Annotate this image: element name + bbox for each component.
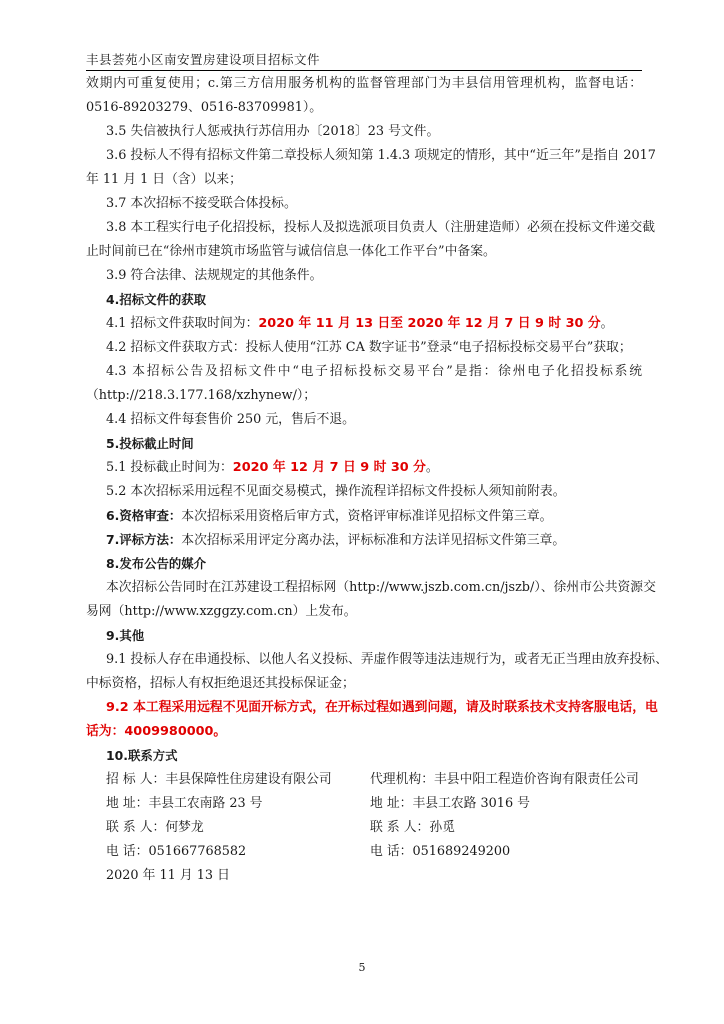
section-heading-6: 6.资格审查： — [106, 508, 182, 523]
paragraph-3-5: 3.5 失信被执行人惩戒执行苏信用办〔2018〕23 号文件。 — [106, 124, 440, 139]
contact-value: 丰县中阳工程造价咨询有限责任公司 — [433, 772, 639, 787]
contact-person-left — [106, 820, 204, 836]
punct: 。 — [600, 316, 614, 331]
paragraph-4-2: 4.2 招标文件获取方式：投标人使用“江苏 CA 数字证书”登录“电子招标投标交易平台”获取； — [106, 340, 632, 355]
contact-label: 电 话： — [106, 844, 149, 859]
paragraph-4-1 — [106, 316, 613, 332]
contact-phone-left — [106, 844, 246, 860]
label-text: 4.1 招标文件获取时间为： — [106, 316, 259, 331]
contact-label: 联 系 人： — [106, 820, 166, 835]
paragraph-line: 中标资格，招标人有权拒绝退还其投标保证金； — [86, 676, 355, 691]
section-heading-9: 9.其他 — [106, 628, 145, 643]
section-text: 本次招标采用评定分离办法，评标标准和方法详见招标文件第三章。 — [181, 533, 566, 548]
paragraph-8: 本次招标公告同时在江苏建设工程招标网（http://www.jszb.com.cn/jszb/）、徐州市公共资源交 — [106, 580, 656, 595]
paragraph-3-7: 3.7 本次招标不接受联合体投标。 — [106, 196, 297, 211]
contact-value: 孙觅 — [429, 820, 455, 835]
paragraph-9-2: 9.2 本工程采用远程不见面开标方式，在开标过程如遇到问题，请及时联系技术支持客服电话，电 — [106, 700, 658, 715]
section-heading-10: 10.联系方式 — [106, 748, 178, 763]
contact-label: 联 系 人： — [370, 820, 430, 835]
paragraph-line: 效期内可重复使用；c.第三方信用服务机构的监督管理部门为丰县信用管理机构，监督电话： — [86, 76, 642, 91]
contact-agency — [370, 772, 639, 788]
section-heading-7: 7.评标方法： — [106, 532, 182, 547]
contact-value: 丰县工农南路 23 号 — [148, 796, 263, 811]
paragraph-line: （http://218.3.177.168/xzhynew/）； — [86, 388, 317, 403]
paragraph-line: 0516-89203279、0516-83709981）。 — [86, 100, 323, 115]
paragraph-9-1: 9.1 投标人存在串通投标、以他人名义投标、弄虚作假等违法违规行为，或者无正当理由放弃投标、 — [106, 652, 668, 667]
paragraph-4-4: 4.4 招标文件每套售价 250 元，售后不退。 — [106, 412, 355, 427]
page-number: 5 — [358, 961, 366, 974]
contact-address-left — [106, 796, 262, 812]
contact-label: 地 址： — [106, 796, 149, 811]
contact-phone-right — [370, 844, 510, 860]
highlight-text: 2020 年 12 月 7 日 9 时 30 分 — [232, 460, 426, 475]
paragraph-3-8: 3.8 本工程实行电子化招投标，投标人及拟选派项目负责人（注册建造师）必须在投标文件递交截 — [106, 220, 656, 235]
section-text: 本次招标采用资格后审方式，资格评审标准详见招标文件第三章。 — [181, 509, 553, 524]
contact-label: 代理机构： — [370, 772, 434, 787]
section-heading-5: 5.投标截止时间 — [106, 436, 194, 451]
contact-value: 051667768582 — [148, 844, 247, 859]
contact-value: 丰县保障性住房建设有限公司 — [165, 772, 332, 787]
paragraph-line: 止时间前已在“徐州市建筑市场监管与诚信信息一体化工作平台”中备案。 — [86, 244, 496, 259]
paragraph-4-3: 4.3 本招标公告及招标文件中“电子招标投标交易平台”是指：徐州电子化招投标系统 — [106, 364, 642, 379]
contact-label: 地 址： — [370, 796, 413, 811]
punct: 。 — [425, 460, 439, 475]
contact-label: 招 标 人： — [106, 772, 166, 787]
paragraph-line: 话为：4009980000。 — [86, 724, 227, 739]
contact-label: 电 话： — [370, 844, 413, 859]
paragraph-5-2: 5.2 本次招标采用远程不见面交易模式，操作流程详招标文件投标人须知前附表。 — [106, 484, 566, 499]
paragraph-3-9: 3.9 符合法律、法规规定的其他条件。 — [106, 268, 323, 283]
paragraph-line: 年 11 月 1 日（含）以来； — [86, 172, 242, 187]
contact-value: 何梦龙 — [165, 820, 204, 835]
contact-tenderer — [106, 772, 332, 788]
contact-address-right — [370, 796, 530, 812]
section-heading-4: 4.招标文件的获取 — [106, 292, 207, 307]
document-date: 2020 年 11 月 13 日 — [106, 868, 230, 883]
section-heading-8: 8.发布公告的媒介 — [106, 556, 207, 571]
paragraph-5-1 — [106, 460, 439, 476]
label-text: 5.1 投标截止时间为： — [106, 460, 233, 475]
paragraph-line: 易网（http://www.xzggzy.com.cn）上发布。 — [86, 604, 357, 619]
section-6 — [106, 508, 552, 525]
contact-value: 051689249200 — [412, 844, 511, 859]
contact-value: 丰县工农路 3016 号 — [412, 796, 530, 811]
highlight-text: 2020 年 11 月 13 日至 2020 年 12 月 7 日 9 时 30 分 — [258, 316, 601, 331]
paragraph-3-6: 3.6 投标人不得有招标文件第二章投标人须知第 1.4.3 项规定的情形，其中“近三年”是指自 2017 — [106, 148, 656, 163]
page-header: 丰县荟苑小区南安置房建设项目招标文件 — [86, 50, 642, 71]
section-7 — [106, 532, 565, 549]
contact-person-right — [370, 820, 455, 836]
